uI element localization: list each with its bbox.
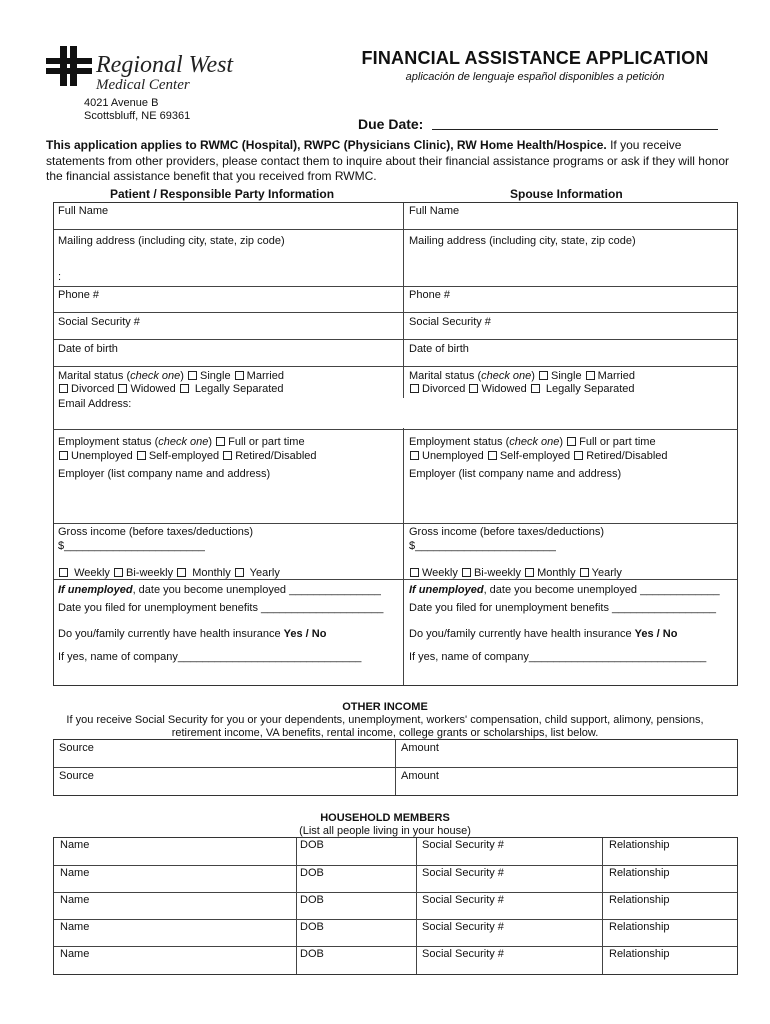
- employment-suffix: ): [208, 436, 213, 448]
- grid-divider: [416, 838, 417, 974]
- spouse-pay-frequency: [409, 567, 622, 580]
- unemployed-checkbox[interactable]: [59, 451, 68, 460]
- spouse-ssn[interactable]: Social Security #: [409, 316, 491, 328]
- spouse-mailing-address[interactable]: Mailing address (including city, state, zip code): [409, 235, 636, 247]
- biweekly-checkbox[interactable]: [114, 568, 123, 577]
- patient-pay-frequency: [58, 567, 280, 580]
- patient-date-filed[interactable]: Date you filed for unemployment benefits ____________________: [58, 602, 384, 614]
- patient-gross-income: Gross income (before taxes/deductions): [58, 526, 254, 538]
- due-date-label: Due Date:: [358, 116, 424, 132]
- member-ssn-2[interactable]: Social Security #: [422, 867, 504, 879]
- grid-line: [54, 892, 737, 893]
- spouse-gross-income: Gross income (before taxes/deductions): [409, 526, 605, 538]
- spouse-insurance-question: [409, 628, 677, 641]
- date-unemployed: , date you become unemployed _____________: [483, 584, 720, 596]
- single-label: Single: [551, 370, 582, 382]
- spouse-fulltime-checkbox[interactable]: [567, 437, 576, 446]
- grid-line: [54, 946, 737, 947]
- due-date-field[interactable]: [432, 129, 718, 130]
- spouse-insurance-company[interactable]: If yes, name of company_____________________________: [409, 651, 707, 663]
- spouse-date-filed[interactable]: Date you filed for unemployment benefits _________________: [409, 602, 717, 614]
- intro-rest: If you receive statements from other providers, please contact them to inquire about their financial assistance programs or ask if they will honor the financial assistance benefit that you received from RWMC.: [46, 138, 729, 183]
- widowed-label: Widowed: [481, 383, 527, 395]
- spouse-monthly-checkbox[interactable]: [525, 568, 534, 577]
- income-amount-1[interactable]: Amount: [401, 742, 439, 754]
- selfemployed-label: Self-employed: [148, 450, 220, 462]
- spouse-selfemployed-checkbox[interactable]: [488, 451, 497, 460]
- member-dob-3[interactable]: DOB: [300, 894, 324, 906]
- spouse-phone[interactable]: Phone #: [409, 289, 450, 301]
- colon-mark: :: [58, 271, 62, 283]
- married-label: Married: [597, 370, 635, 382]
- grid-divider: [602, 838, 603, 974]
- member-name-5[interactable]: Name: [60, 948, 90, 960]
- employment-prefix: Employment status (: [58, 436, 159, 448]
- spouse-yearly-checkbox[interactable]: [580, 568, 589, 577]
- retired-checkbox[interactable]: [223, 451, 232, 460]
- address-line-2: Scottsbluff, NE 69361: [84, 110, 191, 122]
- single-checkbox[interactable]: [188, 371, 197, 380]
- spouse-gross-blank[interactable]: $_______________________: [409, 540, 556, 552]
- patient-employer[interactable]: Employer (list company name and address): [58, 468, 271, 480]
- member-name-4[interactable]: Name: [60, 921, 90, 933]
- spouse-divorced-checkbox[interactable]: [410, 384, 419, 393]
- retired-label: Retired/Disabled: [586, 450, 668, 462]
- selfemployed-label: Self-employed: [499, 450, 571, 462]
- email-row-mask: [401, 398, 404, 428]
- household-subheading: (List all people living in your house): [299, 825, 471, 837]
- intro-paragraph: [46, 138, 732, 185]
- patient-gross-blank[interactable]: $_______________________: [58, 540, 205, 552]
- member-dob-5[interactable]: DOB: [300, 948, 324, 960]
- patient-employment-row2: [58, 450, 317, 463]
- grid-line: [54, 312, 737, 313]
- spouse-biweekly-checkbox[interactable]: [462, 568, 471, 577]
- grid-line: [54, 339, 737, 340]
- yearly-label: Yearly: [591, 567, 622, 579]
- marital-prefix: Marital status (: [409, 370, 482, 382]
- married-label: Married: [246, 370, 284, 382]
- yes-no[interactable]: Yes / No: [634, 628, 678, 640]
- member-name-3[interactable]: Name: [60, 894, 90, 906]
- yearly-checkbox[interactable]: [235, 568, 244, 577]
- selfemployed-checkbox[interactable]: [137, 451, 146, 460]
- patient-insurance-question: [58, 628, 326, 641]
- marital-suffix: ): [531, 370, 535, 382]
- member-ssn-4[interactable]: Social Security #: [422, 921, 504, 933]
- patient-unemployed-date[interactable]: [58, 584, 381, 597]
- date-unemployed: , date you become unemployed _______________: [132, 584, 381, 596]
- member-name-2[interactable]: Name: [60, 867, 90, 879]
- grid-line: [54, 919, 737, 920]
- if-unemployed: If unemployed: [58, 584, 133, 596]
- patient-phone[interactable]: Phone #: [58, 289, 99, 301]
- spouse-dob[interactable]: Date of birth: [409, 343, 469, 355]
- spouse-weekly-checkbox[interactable]: [410, 568, 419, 577]
- widowed-checkbox[interactable]: [118, 384, 127, 393]
- logo-name: Regional West: [96, 52, 234, 78]
- monthly-label: Monthly: [537, 567, 576, 579]
- member-relationship-3[interactable]: Relationship: [609, 894, 670, 906]
- grid-line: [54, 523, 737, 524]
- household-heading: HOUSEHOLD MEMBERS: [320, 812, 450, 824]
- divorced-label: Divorced: [422, 383, 466, 395]
- grid-line: [54, 366, 737, 367]
- member-relationship-5[interactable]: Relationship: [609, 948, 670, 960]
- weekly-checkbox[interactable]: [59, 568, 68, 577]
- member-relationship-4[interactable]: Relationship: [609, 921, 670, 933]
- address-line-1: 4021 Avenue B: [84, 97, 159, 109]
- marital-suffix: ): [180, 370, 184, 382]
- fulltime-label: Full or part time: [228, 436, 305, 448]
- page-subtitle: aplicación de lenguaje español disponibles a petición: [405, 71, 665, 83]
- employment-check: check one: [509, 436, 560, 448]
- spouse-single-checkbox[interactable]: [539, 371, 548, 380]
- patient-employment-status: [58, 436, 305, 449]
- fulltime-checkbox[interactable]: [216, 437, 225, 446]
- intro-bold: This application applies to RWMC (Hospital), RWPC (Physicians Clinic), RW Home Health/Hospice.: [46, 138, 607, 152]
- married-checkbox[interactable]: [235, 371, 244, 380]
- biweekly-label: Bi-weekly: [126, 567, 174, 579]
- spouse-retired-checkbox[interactable]: [574, 451, 583, 460]
- logo: [46, 46, 246, 96]
- if-unemployed: If unemployed: [409, 584, 484, 596]
- patient-marital-row2: [58, 383, 284, 396]
- monthly-label: Monthly: [192, 567, 231, 579]
- patient-ssn[interactable]: Social Security #: [58, 316, 140, 328]
- grid-divider: [403, 203, 404, 685]
- biweekly-label: Bi-weekly: [473, 567, 522, 579]
- page-title: FINANCIAL ASSISTANCE APPLICATION: [361, 48, 709, 68]
- spouse-unemployed-checkbox[interactable]: [410, 451, 419, 460]
- weekly-label: Weekly: [422, 567, 458, 579]
- income-amount-2[interactable]: Amount: [401, 770, 439, 782]
- logo-subname: Medical Center: [96, 77, 190, 93]
- insurance-q: Do you/family currently have health insurance: [58, 628, 284, 640]
- email-address[interactable]: Email Address:: [58, 398, 132, 410]
- patient-mailing-address[interactable]: Mailing address (including city, state, zip code): [58, 235, 285, 247]
- spouse-married-checkbox[interactable]: [586, 371, 595, 380]
- grid-line: [54, 767, 737, 768]
- monthly-checkbox[interactable]: [177, 568, 186, 577]
- income-source-2[interactable]: Source: [59, 770, 94, 782]
- spouse-marital-row2: [409, 383, 635, 396]
- grid-line: [54, 865, 737, 866]
- member-dob-4[interactable]: DOB: [300, 921, 324, 933]
- marital-prefix: Marital status (: [58, 370, 131, 382]
- other-income-table: [53, 739, 738, 796]
- patient-dob[interactable]: Date of birth: [58, 343, 118, 355]
- member-relationship-1[interactable]: Relationship: [609, 839, 670, 851]
- spouse-widowed-checkbox[interactable]: [469, 384, 478, 393]
- divorced-checkbox[interactable]: [59, 384, 68, 393]
- other-income-description: If you receive Social Security for you or your dependents, unemployment, workers' compensation, child support, alimony, pensions, retirement income, VA benefits, rental income, college grants or scholarships, list below.: [66, 714, 704, 739]
- member-ssn-5[interactable]: Social Security #: [422, 948, 504, 960]
- member-ssn-1[interactable]: Social Security #: [422, 839, 504, 851]
- yes-no[interactable]: Yes / No: [283, 628, 327, 640]
- member-name-1[interactable]: Name: [60, 839, 90, 851]
- income-source-1[interactable]: Source: [59, 742, 94, 754]
- member-dob-2[interactable]: DOB: [300, 867, 324, 879]
- employment-suffix: ): [559, 436, 564, 448]
- employment-prefix: Employment status (: [409, 436, 510, 448]
- member-dob-1[interactable]: DOB: [300, 839, 324, 851]
- grid-line: [54, 229, 737, 230]
- marital-check: check one: [481, 370, 532, 382]
- patient-marital-status: [58, 370, 284, 383]
- spouse-employment-status: [409, 436, 656, 449]
- grid-line: [54, 286, 737, 287]
- patient-insurance-company[interactable]: If yes, name of company______________________________: [58, 651, 362, 663]
- separated-label: Legally Separated: [194, 383, 284, 395]
- widowed-label: Widowed: [130, 383, 176, 395]
- spouse-heading: Spouse Information: [510, 187, 623, 201]
- divorced-label: Divorced: [71, 383, 115, 395]
- marital-check: check one: [130, 370, 181, 382]
- spouse-employment-row2: [409, 450, 668, 463]
- spouse-employer[interactable]: Employer (list company name and address): [409, 468, 622, 480]
- cross-logo-icon: [46, 46, 92, 86]
- separated-checkbox[interactable]: [180, 384, 189, 393]
- employment-check: check one: [158, 436, 209, 448]
- retired-label: Retired/Disabled: [235, 450, 317, 462]
- member-relationship-2[interactable]: Relationship: [609, 867, 670, 879]
- patient-heading: Patient / Responsible Party Information: [110, 187, 335, 201]
- other-income-heading: OTHER INCOME: [342, 701, 428, 713]
- spouse-separated-checkbox[interactable]: [531, 384, 540, 393]
- weekly-label: Weekly: [74, 567, 110, 579]
- spouse-unemployed-date[interactable]: [409, 584, 720, 597]
- spouse-marital-status: [409, 370, 635, 383]
- unemployed-label: Unemployed: [71, 450, 133, 462]
- single-label: Single: [200, 370, 231, 382]
- spouse-full-name[interactable]: Full Name: [409, 205, 460, 217]
- grid-line: [53, 429, 738, 430]
- insurance-q: Do you/family currently have health insurance: [409, 628, 635, 640]
- fulltime-label: Full or part time: [579, 436, 656, 448]
- patient-full-name[interactable]: Full Name: [58, 205, 109, 217]
- separated-label: Legally Separated: [545, 383, 635, 395]
- yearly-label: Yearly: [249, 567, 280, 579]
- unemployed-label: Unemployed: [422, 450, 484, 462]
- member-ssn-3[interactable]: Social Security #: [422, 894, 504, 906]
- grid-divider: [296, 838, 297, 974]
